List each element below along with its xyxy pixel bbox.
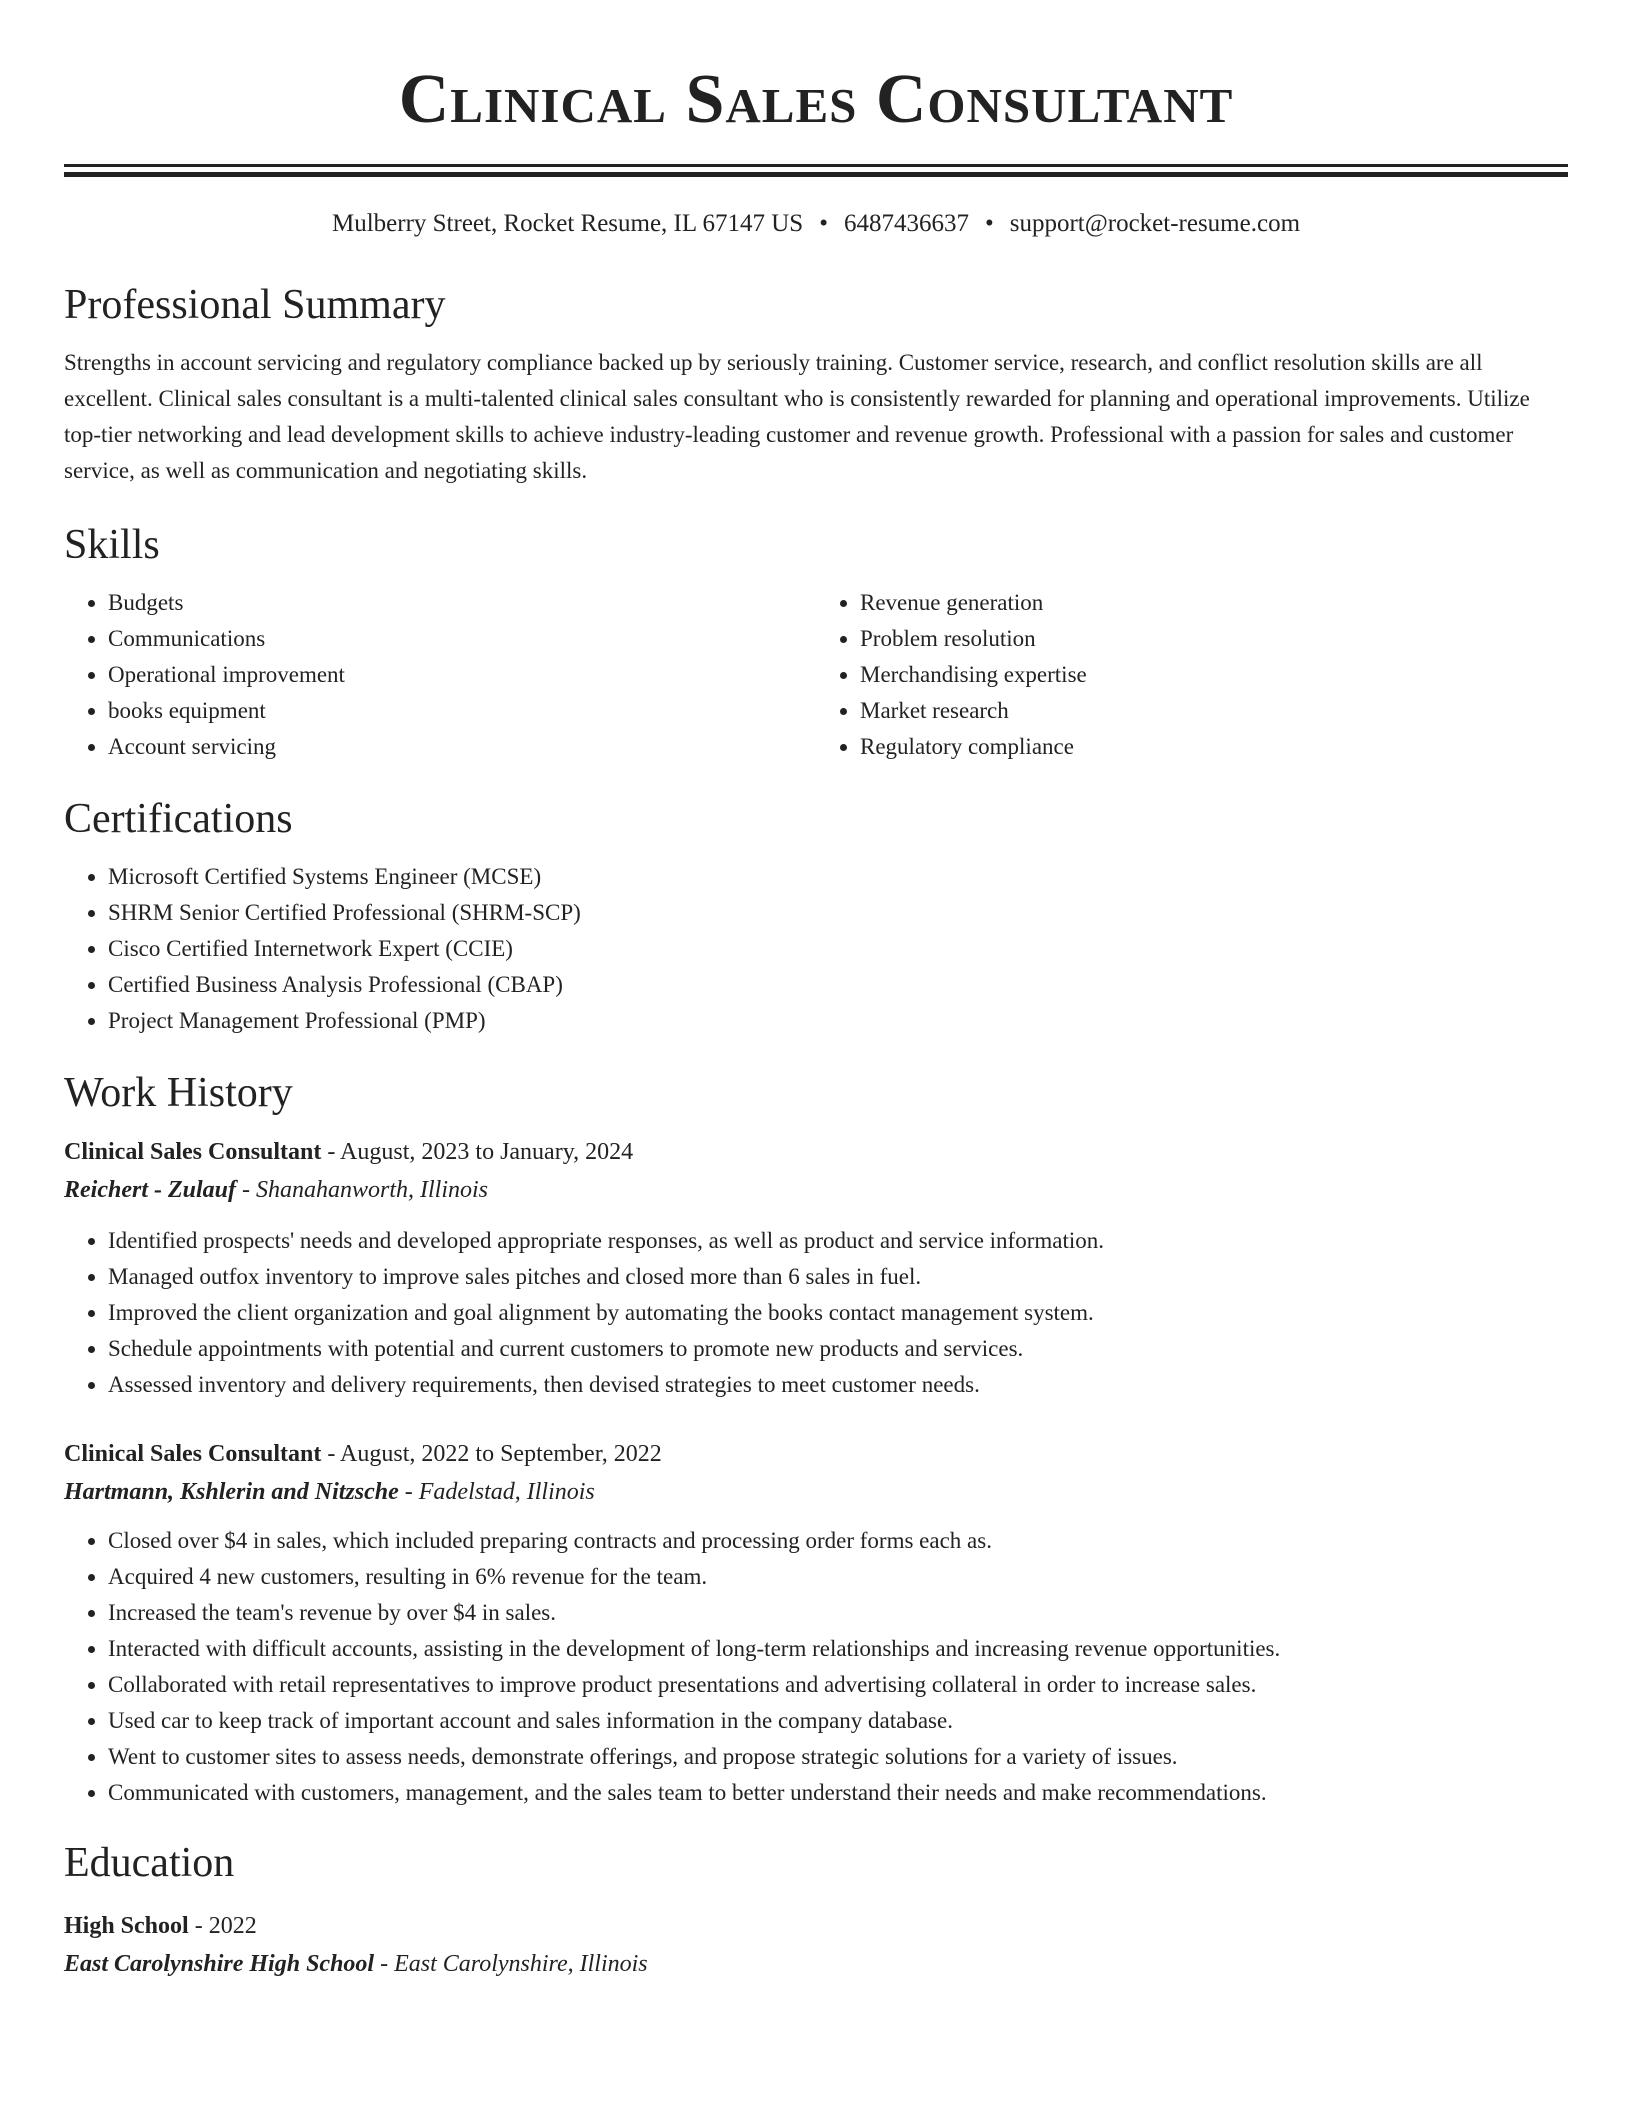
- certifications-list: [64, 859, 1568, 1039]
- education-entry: [64, 1907, 1568, 1983]
- job-bullet: • Communicated with customers, management, and the sales team to better understand their needs and make recommendations.: [108, 1775, 1568, 1811]
- contact-address: Mulberry Street, Rocket Resume, IL 67147 US: [331, 210, 804, 237]
- skill-item: • Operational improvement: [108, 657, 816, 693]
- education-degree-line: [64, 1907, 1568, 1945]
- job-bullet: • Identified prospects' needs and developed appropriate responses, as well as product and service information.: [108, 1223, 1568, 1259]
- skill-item: • Account servicing: [108, 729, 816, 765]
- skill-item: • Regulatory compliance: [860, 729, 1568, 765]
- resume-name: Clinical Sales Consultant: [398, 61, 1234, 138]
- job-dates: - August, 2023 to January, 2024: [327, 1139, 634, 1165]
- contact-phone: 6487436637: [843, 210, 969, 237]
- certifications-heading: Certifications: [64, 796, 293, 842]
- job-bullet: • Went to customer sites to assess needs, demonstrate offerings, and propose strategic solutions for a variety of issues.: [108, 1739, 1568, 1775]
- skills-list: [64, 585, 1568, 765]
- job-bullet: • Acquired 4 new customers, resulting in 6% revenue for the team.: [108, 1559, 1568, 1595]
- job-location: - Shanahanworth, Illinois: [242, 1177, 489, 1203]
- job-dates: - August, 2022 to September, 2022: [327, 1441, 662, 1467]
- job-bullet: • Used car to keep track of important account and sales information in the company database.: [108, 1703, 1568, 1739]
- job-title-line: [64, 1133, 1568, 1171]
- skills-heading: Skills: [64, 522, 160, 568]
- education-location: - East Carolynshire, Illinois: [380, 1951, 648, 1977]
- education-school: East Carolynshire High School: [64, 1951, 375, 1977]
- summary-heading: Professional Summary: [64, 282, 446, 328]
- skill-item: • Merchandising expertise: [860, 657, 1568, 693]
- job-location: - Fadelstad, Illinois: [404, 1479, 595, 1505]
- job-entry: [64, 1133, 1568, 1403]
- job-bullets: [64, 1523, 1568, 1811]
- job-entry: [64, 1435, 1568, 1811]
- job-bullet: • Managed outfox inventory to improve sales pitches and closed more than 6 sales in fuel.: [108, 1259, 1568, 1295]
- job-role: Clinical Sales Consultant: [64, 1139, 322, 1165]
- certification-item: • Certified Business Analysis Professional (CBAP): [108, 967, 1568, 1003]
- skill-item: • Budgets: [108, 585, 816, 621]
- skills-column-left: [64, 585, 816, 765]
- contact-line: [64, 207, 1568, 241]
- job-bullet: • Collaborated with retail representatives to improve product presentations and advertising collateral in order to increase sales.: [108, 1667, 1568, 1703]
- education-heading: Education: [64, 1840, 235, 1886]
- summary-text: Strengths in account servicing and regulatory compliance backed up by seriously training. Customer service, research, and conflict resolution skills are all excellent. Clinical sales consultant is a multi-talented clinical sales consultant who is consistently rewarded for planning and operational improvements. Utilize top-tier networking and lead development skills to achieve industry-leading customer and revenue growth. Professional with a passion for sales and customer service, as well as communication and negotiating skills.: [64, 350, 1530, 483]
- certification-item: • SHRM Senior Certified Professional (SHRM-SCP): [108, 895, 1568, 931]
- certification-item: • Project Management Professional (PMP): [108, 1003, 1568, 1039]
- skill-item: • Problem resolution: [860, 621, 1568, 657]
- certification-item: • Microsoft Certified Systems Engineer (MCSE): [108, 859, 1568, 895]
- job-bullet: • Schedule appointments with potential and current customers to promote new products and services.: [108, 1331, 1568, 1367]
- job-bullet: • Improved the client organization and goal alignment by automating the books contact management system.: [108, 1295, 1568, 1331]
- job-company-line: [64, 1171, 1568, 1209]
- contact-separator: •: [819, 210, 828, 237]
- contact-email: support@rocket-resume.com: [1009, 210, 1301, 237]
- certification-item: • Cisco Certified Internetwork Expert (CCIE): [108, 931, 1568, 967]
- job-bullet: • Interacted with difficult accounts, assisting in the development of long-term relationships and increasing revenue opportunities.: [108, 1631, 1568, 1667]
- job-bullet: • Assessed inventory and delivery requirements, then devised strategies to meet customer needs.: [108, 1367, 1568, 1403]
- skill-item: • Revenue generation: [860, 585, 1568, 621]
- job-title-line: [64, 1435, 1568, 1473]
- skill-item: • Communications: [108, 621, 816, 657]
- work-history-heading: Work History: [64, 1070, 293, 1116]
- header-rule-top: [64, 164, 1568, 167]
- job-bullet: • Increased the team's revenue by over $4 in sales.: [108, 1595, 1568, 1631]
- education-degree: High School: [64, 1913, 189, 1939]
- job-company: Reichert - Zulauf: [64, 1177, 236, 1203]
- job-bullets: [64, 1223, 1568, 1403]
- job-bullet: • Closed over $4 in sales, which included preparing contracts and processing order forms each as.: [108, 1523, 1568, 1559]
- job-company-line: [64, 1473, 1568, 1511]
- header-rule-bottom: [64, 172, 1568, 177]
- job-company: Hartmann, Kshlerin and Nitzsche: [64, 1479, 399, 1505]
- skill-item: • Market research: [860, 693, 1568, 729]
- skill-item: • books equipment: [108, 693, 816, 729]
- contact-separator: •: [984, 210, 994, 237]
- education-year: - 2022: [194, 1913, 257, 1939]
- job-role: Clinical Sales Consultant: [64, 1441, 322, 1467]
- education-school-line: [64, 1945, 1568, 1983]
- skills-column-right: [816, 585, 1568, 765]
